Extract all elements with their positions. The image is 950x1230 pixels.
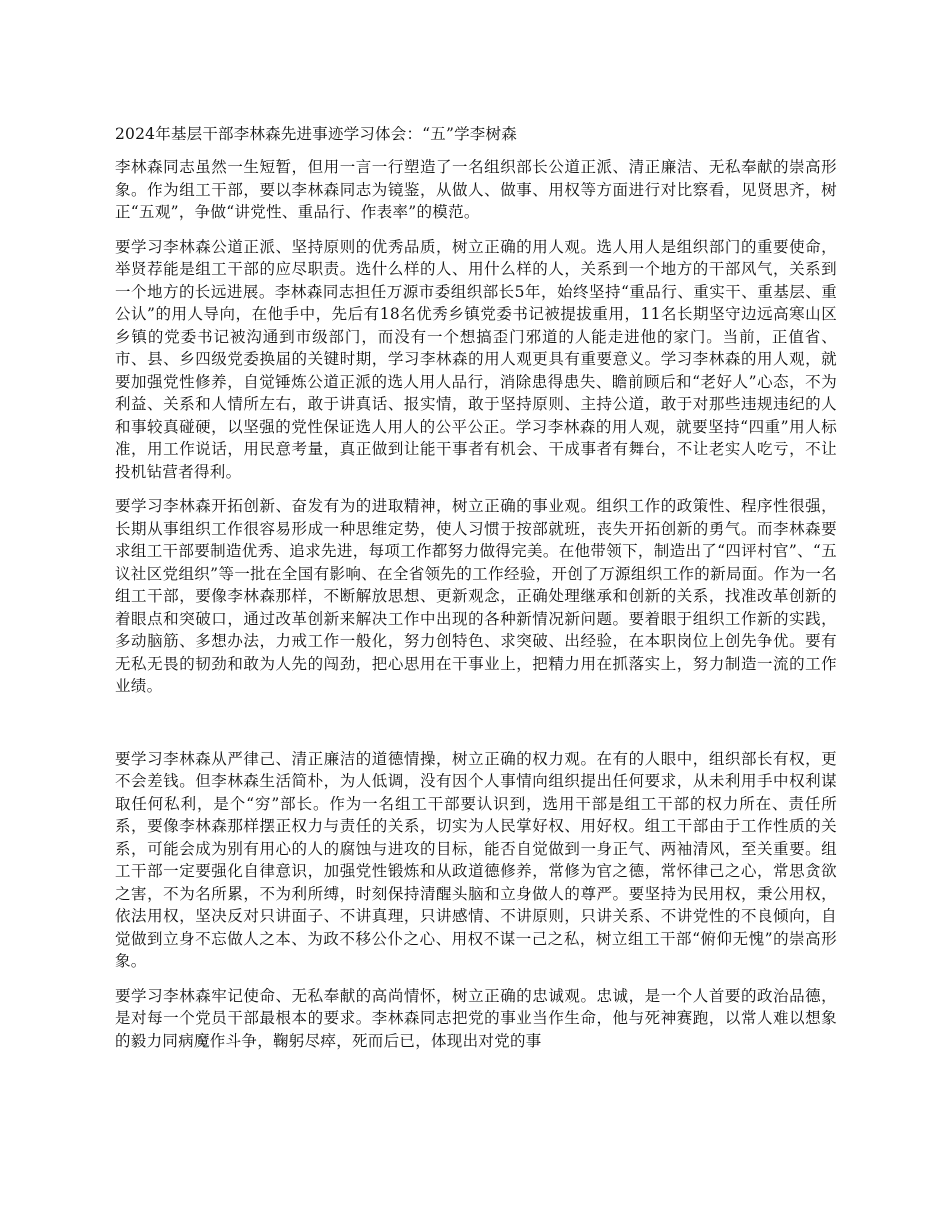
section-gap	[115, 710, 837, 748]
paragraph-loyalty-view: 要学习李林森牢记使命、无私奉献的高尚情怀，树立正确的忠诚观。忠诚，是一个人首要的政治品德，是对每一个党员干部最根本的要求。李林森同志把党的事业当作生命，他与死神赛跑，以常人难以想象的毅力同病魔作斗争，鞠躬尽瘁，死而后已，体现出对党的事	[115, 986, 837, 1050]
paragraph-power-view: 要学习李林森从严律己、清正廉洁的道德情操，树立正确的权力观。在有的人眼中，组织部长有权，更不会差钱。但李林森生活简朴，为人低调，没有因个人事情向组织提出任何要求，从未利用手中权利谋取任何私利，是个“穷”部长。作为一名组工干部要认识到，选用干部是组工干部的权力所在、责任所系，要像李林森那样摆正权力与责任的关系，切实为人民掌好权、用好权。组工干部由于工作性质的关系，可能会成为别有用心的人的腐蚀与进攻的目标，能否自觉做到一身正气、两袖清风，至关重要。组工干部一定要强化自律意识，加强党性锻炼和从政道德修养，常修为官之德，常怀律己之心，常思贪欲之害，不为名所累，不为利所缚，时刻保持清醒头脑和立身做人的尊严。要坚持为民用权，秉公用权，依法用权，坚决反对只讲面子、不讲真理，只讲感情、不讲原则，只讲关系、不讲党性的不良倾向，自觉做到立身不忘做人之本、为政不移公仆之心、用权不谋一己之私，树立组工干部“俯仰无愧”的崇高形象。	[115, 749, 837, 970]
paragraph-career-view: 要学习李林森开拓创新、奋发有为的进取精神，树立正确的事业观。组织工作的政策性、程序性很强，长期从事组织工作很容易形成一种思维定势，使人习惯于按部就班，丧失开拓创新的勇气。而李林森要求组工干部要制造优秀、追求先进，每项工作都努力做得完美。在他带领下，制造出了“四评村官”、“五议社区党组织”等一批在全国有影响、在全省领先的工作经验，开创了万源组织工作的新局面。作为一名组工干部，要像李林森那样，不断解放思想、更新观念，正确处理继承和创新的关系，找准改革创新的着眼点和突破口，通过改革创新来解决工作中出现的各种新情况新问题。要着眼于组织工作新的实践，多动脑筋、多想办法，力戒工作一般化，努力创特色、求突破、出经验，在本职岗位上创先争优。要有无私无畏的韧劲和敢为人先的闯劲，把心思用在干事业上，把精力用在抓落实上，努力制造一流的工作业绩。	[115, 497, 837, 695]
paragraph-intro: 李林森同志虽然一生短暂，但用一言一行塑造了一名组织部长公道正派、清正廉洁、无私奉献的崇高形象。作为组工干部，要以李林森同志为镜鉴，从做人、做事、用权等方面进行对比察看，见贤思齐，树正“五观”，争做“讲党性、重品行、作表率”的模范。	[115, 158, 837, 221]
document-page	[115, 122, 837, 1064]
paragraph-personnel-view: 要学习李林森公道正派、坚持原则的优秀品质，树立正确的用人观。选人用人是组织部门的重要使命，举贤荐能是组工干部的应尽职责。选什么样的人、用什么样的人，关系到一个地方的干部风气，关系到一个地方的长远进展。李林森同志担任万源市委组织部长5年，始终坚持“重品行、重实干、重基层、重公认”的用人导向，在他手中，先后有18名优秀乡镇党委书记被提拔重用，11名长期坚守边远高寒山区乡镇的党委书记被沟通到市级部门，而没有一个想搞歪门邪道的人能走进他的家门。当前，正值省、市、县、乡四级党委换届的关键时期，学习李林森的用人观更具有重要意义。学习李林森的用人观，就要加强党性修养，自觉锤炼公道正派的选人用人品行，消除患得患失、瞻前顾后和“老好人”心态，不为利益、关系和人情所左右，敢于讲真话、报实情，敢于坚持原则、主持公道，敢于对那些违规违纪的人和事较真碰硬，以坚强的党性保证选人用人的公平公正。学习李林森的用人观，就要坚持“四重”用人标准，用工作说话，用民意考量，真正做到让能干事者有机会、干成事者有舞台，不让老实人吃亏，不让投机钻营者得利。	[115, 237, 837, 481]
document-title: 2024年基层干部李林森先进事迹学习体会：“五”学李树森	[115, 125, 517, 143]
